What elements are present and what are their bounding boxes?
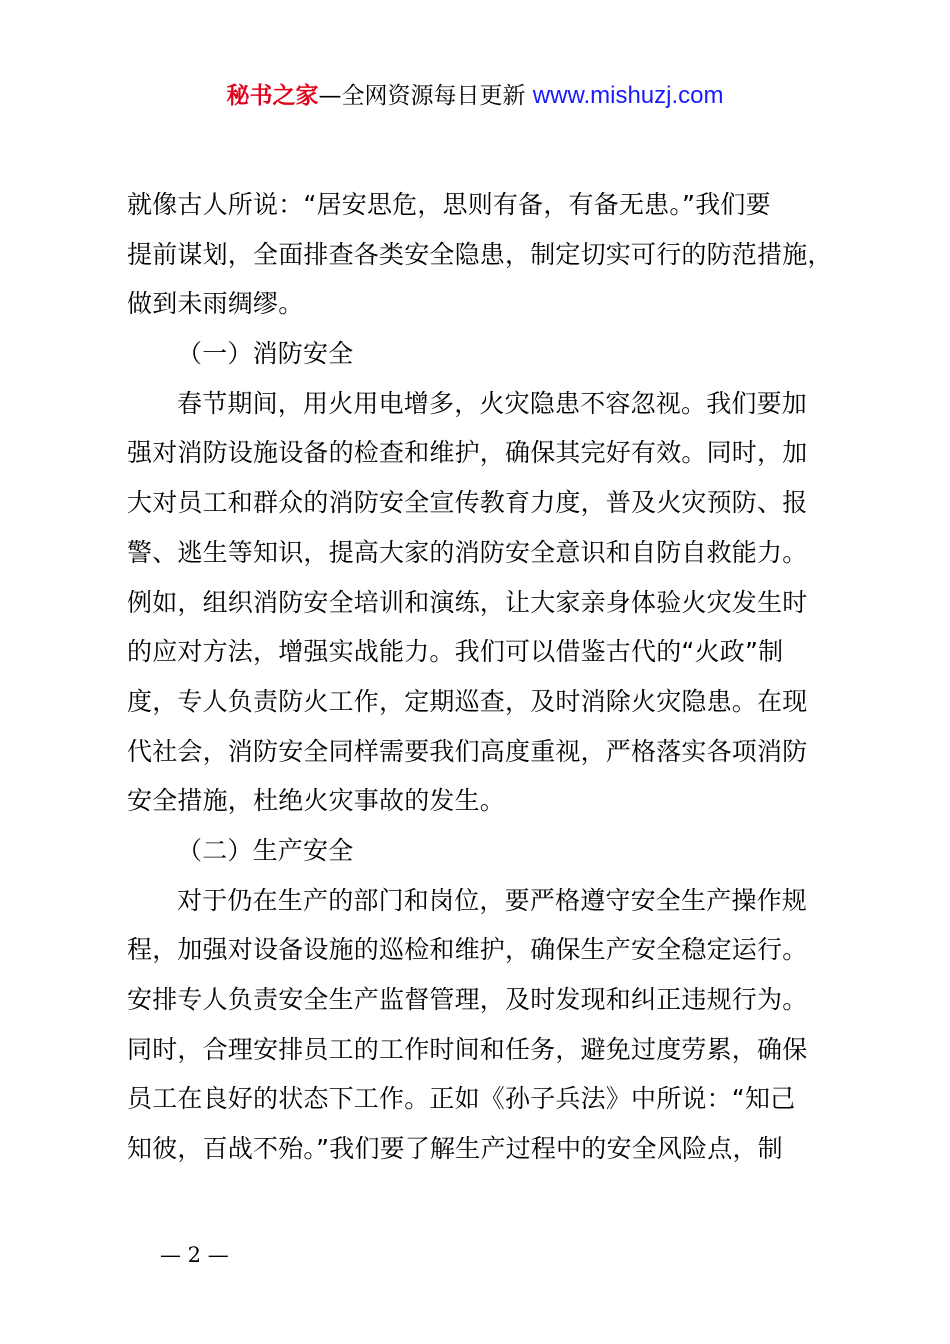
brand-name: 秘书之家 xyxy=(226,83,319,109)
website-link[interactable]: www.mishuzj.com xyxy=(532,82,724,109)
text-line: 警、逃生等知识，提高大家的消防安全意识和自防自救能力。 xyxy=(127,537,808,567)
section-heading-fire-safety: （一）消防安全 xyxy=(177,339,354,369)
text-line: 安排专人负责安全生产监督管理，及时发现和纠正违规行为。 xyxy=(127,985,808,1014)
text-line: 程，加强对设备设施的巡检和维护，确保生产安全稳定运行。 xyxy=(127,935,808,965)
text-line: 的应对方法，增强实战能力。我们可以借鉴古代的“火政”制 xyxy=(127,637,784,667)
text-line: 员工在良好的状态下工作。正如《孙子兵法》中所说：“知己 xyxy=(127,1084,796,1114)
page-header xyxy=(0,80,950,112)
header-tagline: —全网资源每日更新 xyxy=(318,83,533,109)
text-line: 大对员工和群众的消防安全宣传教育力度，普及火灾预防、报 xyxy=(127,488,808,518)
text-line: 同时，合理安排员工的工作时间和任务，避免过度劳累，确保 xyxy=(127,1034,808,1064)
paragraph-start: 对于仍在生产的部门和岗位，要严格遵守安全生产操作规 xyxy=(177,885,808,915)
text-line: 强对消防设施设备的检查和维护，确保其完好有效。同时，加 xyxy=(127,438,808,468)
text-line: 例如，组织消防安全培训和演练，让大家亲身体验火灾发生时 xyxy=(127,587,808,617)
section-heading-production-safety: （二）生产安全 xyxy=(177,835,354,865)
text-line: 提前谋划，全面排查各类安全隐患，制定切实可行的防范措施， xyxy=(127,239,833,269)
document-body xyxy=(127,180,837,1174)
page-number: — 2 — xyxy=(160,1243,229,1267)
text-line: 安全措施，杜绝火灾事故的发生。 xyxy=(127,786,506,816)
text-line: 做到未雨绸缪。 xyxy=(127,289,304,319)
text-line: 代社会，消防安全同样需要我们高度重视，严格落实各项消防 xyxy=(127,736,808,766)
paragraph-start: 春节期间，用火用电增多，火灾隐患不容忽视。我们要加 xyxy=(177,388,808,418)
text-line: 就像古人所说：“居安思危，思则有备，有备无患。”我们要 xyxy=(127,190,771,219)
text-line: 知彼，百战不殆。”我们要了解生产过程中的安全风险点，制 xyxy=(127,1134,783,1164)
text-line: 度，专人负责防火工作，定期巡查，及时消除火灾隐患。在现 xyxy=(127,686,808,716)
